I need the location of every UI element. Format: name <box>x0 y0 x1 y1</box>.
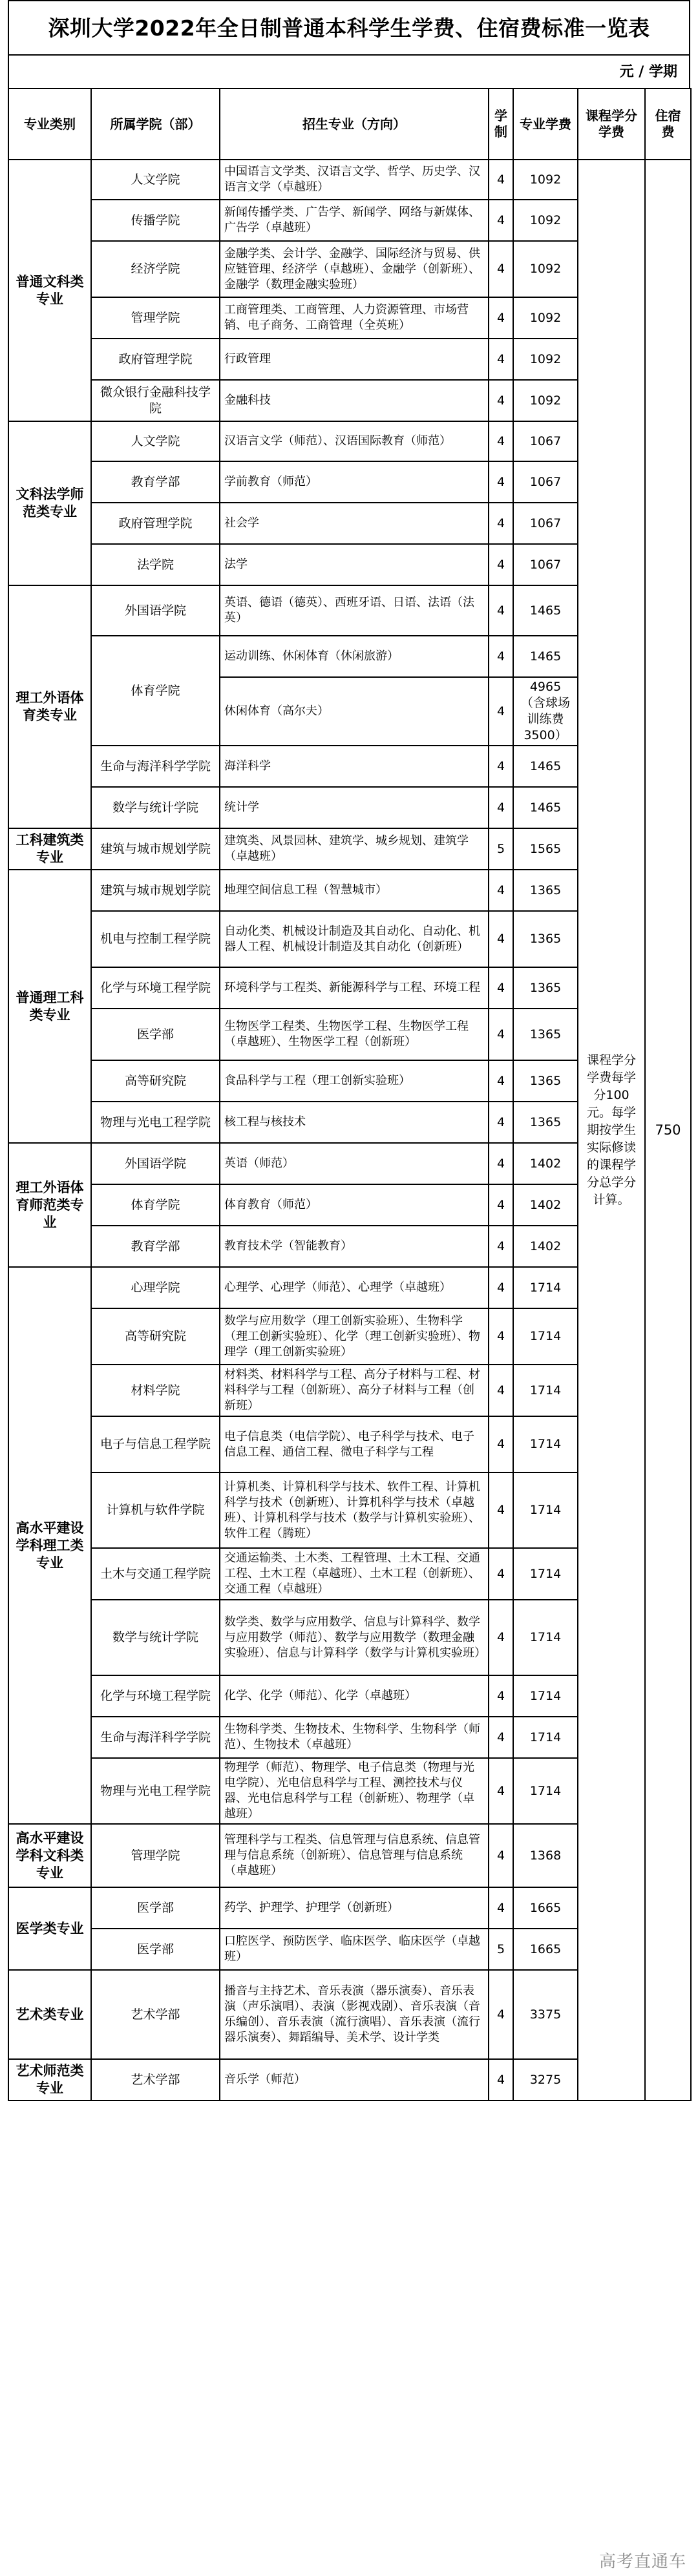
fee-table-body <box>8 160 691 2100</box>
years-cell: 5 <box>489 828 513 870</box>
watermark: 高考直通车 <box>598 2552 686 2571</box>
years-cell: 4 <box>489 585 513 636</box>
college-cell: 材料学院 <box>91 1365 220 1416</box>
tuition-cell: 1365 <box>513 1102 578 1143</box>
college-cell: 计算机与软件学院 <box>91 1472 220 1548</box>
major-cell: 播音与主持艺术、音乐表演（器乐演奏）、音乐表演（声乐演唱）、表演（影视戏剧）、音乐表演（音乐编创）、音乐表演（流行演唱）、音乐表演（流行器乐演奏）、舞蹈编导、美术学、设计学类 <box>220 1970 489 2059</box>
tuition-cell: 1092 <box>513 160 578 200</box>
major-cell: 英语（师范） <box>220 1143 489 1184</box>
tuition-cell: 1067 <box>513 503 578 544</box>
header-category: 专业类别 <box>8 89 91 160</box>
category-cell: 普通文科类专业 <box>8 160 91 421</box>
dorm-fee-value: 750 <box>645 160 691 2100</box>
page-title: 深圳大学2022年全日制普通本科学生学费、住宿费标准一览表 <box>8 0 690 54</box>
fee-table <box>8 88 692 2101</box>
years-cell: 4 <box>489 1226 513 1267</box>
tuition-cell: 1365 <box>513 911 578 967</box>
tuition-cell: 1067 <box>513 544 578 585</box>
major-cell: 数学与应用数学（理工创新实验班）、生物科学（理工创新实验班）、化学（理工创新实验班）、物理学（理工创新实验班） <box>220 1308 489 1365</box>
tuition-cell: 1092 <box>513 200 578 241</box>
years-cell: 4 <box>489 1472 513 1548</box>
major-cell: 体育教育（师范） <box>220 1184 489 1226</box>
header-major: 招生专业（方向） <box>220 89 489 160</box>
tuition-cell: 1465 <box>513 787 578 828</box>
tuition-cell: 4965（含球场训练费3500） <box>513 677 578 746</box>
tuition-cell: 1402 <box>513 1226 578 1267</box>
college-cell: 心理学院 <box>91 1267 220 1308</box>
tuition-cell: 1365 <box>513 1060 578 1102</box>
tuition-cell: 1714 <box>513 1267 578 1308</box>
tuition-cell: 1365 <box>513 1009 578 1060</box>
major-cell: 社会学 <box>220 503 489 544</box>
tuition-cell: 1565 <box>513 828 578 870</box>
major-cell: 音乐学（师范） <box>220 2059 489 2100</box>
major-cell: 生物科学类、生物技术、生物科学、生物科学（师范）、生物技术（卓越班） <box>220 1717 489 1758</box>
tuition-cell: 1402 <box>513 1143 578 1184</box>
college-cell: 数学与统计学院 <box>91 1600 220 1675</box>
years-cell: 4 <box>489 380 513 421</box>
college-cell: 机电与控制工程学院 <box>91 911 220 967</box>
college-cell: 电子与信息工程学院 <box>91 1416 220 1472</box>
college-cell: 数学与统计学院 <box>91 787 220 828</box>
college-cell: 教育学部 <box>91 1226 220 1267</box>
tuition-cell: 1092 <box>513 241 578 297</box>
college-cell: 政府管理学院 <box>91 503 220 544</box>
tuition-cell: 1092 <box>513 339 578 380</box>
college-cell: 医学部 <box>91 1009 220 1060</box>
tuition-cell: 1714 <box>513 1717 578 1758</box>
college-cell: 化学与环境工程学院 <box>91 967 220 1009</box>
header-years: 学制 <box>489 89 513 160</box>
major-cell: 化学、化学（师范）、化学（卓越班） <box>220 1675 489 1717</box>
college-cell: 艺术学部 <box>91 2059 220 2100</box>
tuition-cell: 1067 <box>513 461 578 503</box>
years-cell: 4 <box>489 1887 513 1929</box>
college-cell: 体育学院 <box>91 636 220 746</box>
years-cell: 4 <box>489 160 513 200</box>
major-cell: 地理空间信息工程（智慧城市） <box>220 870 489 911</box>
category-cell: 文科法学师范类专业 <box>8 421 91 585</box>
major-cell: 汉语言文学（师范）、汉语国际教育（师范） <box>220 421 489 461</box>
years-cell: 4 <box>489 1267 513 1308</box>
major-cell: 英语、德语（德英）、西班牙语、日语、法语（法英） <box>220 585 489 636</box>
years-cell: 4 <box>489 200 513 241</box>
tuition-cell: 1714 <box>513 1308 578 1365</box>
major-cell: 物理学（师范）、物理学、电子信息类（物理与光电学院）、光电信息科学与工程、测控技术与仪器、光电信息科学与工程（创新班）、物理学（卓越班） <box>220 1758 489 1824</box>
college-cell: 物理与光电工程学院 <box>91 1102 220 1143</box>
major-cell: 运动训练、休闲体育（休闲旅游） <box>220 636 489 677</box>
tuition-cell: 1365 <box>513 967 578 1009</box>
category-cell: 医学类专业 <box>8 1887 91 1970</box>
major-cell: 行政管理 <box>220 339 489 380</box>
category-cell: 高水平建设学科理工类专业 <box>8 1267 91 1824</box>
college-cell: 人文学院 <box>91 421 220 461</box>
college-cell: 物理与光电工程学院 <box>91 1758 220 1824</box>
major-cell: 休闲体育（高尔夫） <box>220 677 489 746</box>
major-cell: 生物医学工程类、生物医学工程、生物医学工程（卓越班）、生物医学工程（创新班） <box>220 1009 489 1060</box>
major-cell: 数学类、数学与应用数学、信息与计算科学、数学与应用数学（师范）、数学与应用数学（数理金融实验班）、信息与计算科学（数学与计算机实验班） <box>220 1600 489 1675</box>
years-cell: 4 <box>489 1308 513 1365</box>
tuition-cell: 1092 <box>513 380 578 421</box>
years-cell: 4 <box>489 1717 513 1758</box>
tuition-cell: 3375 <box>513 1970 578 2059</box>
years-cell: 5 <box>489 1929 513 1970</box>
college-cell: 化学与环境工程学院 <box>91 1675 220 1717</box>
college-cell: 医学部 <box>91 1929 220 1970</box>
years-cell: 4 <box>489 967 513 1009</box>
tuition-cell: 1714 <box>513 1600 578 1675</box>
tuition-cell: 1714 <box>513 1416 578 1472</box>
major-cell: 中国语言文学类、汉语言文学、哲学、历史学、汉语言文学（卓越班） <box>220 160 489 200</box>
years-cell: 4 <box>489 503 513 544</box>
tuition-cell: 1465 <box>513 585 578 636</box>
years-cell: 4 <box>489 1548 513 1600</box>
tuition-cell: 1714 <box>513 1365 578 1416</box>
years-cell: 4 <box>489 241 513 297</box>
major-cell: 环境科学与工程类、新能源科学与工程、环境工程 <box>220 967 489 1009</box>
college-cell: 政府管理学院 <box>91 339 220 380</box>
college-cell: 体育学院 <box>91 1184 220 1226</box>
category-cell: 理工外语体育师范类专业 <box>8 1143 91 1267</box>
college-cell: 外国语学院 <box>91 585 220 636</box>
years-cell: 4 <box>489 1824 513 1887</box>
header-tuition: 专业学费 <box>513 89 578 160</box>
tuition-cell: 1465 <box>513 636 578 677</box>
years-cell: 4 <box>489 1009 513 1060</box>
tuition-cell: 1714 <box>513 1548 578 1600</box>
years-cell: 4 <box>489 1600 513 1675</box>
category-cell: 艺术类专业 <box>8 1970 91 2059</box>
major-cell: 心理学、心理学（师范）、心理学（卓越班） <box>220 1267 489 1308</box>
major-cell: 交通运输类、土木类、工程管理、土木工程、交通工程、土木工程（卓越班）、土木工程（创新班）、交通工程（卓越班） <box>220 1548 489 1600</box>
category-cell: 艺术师范类专业 <box>8 2059 91 2100</box>
years-cell: 4 <box>489 1416 513 1472</box>
years-cell: 4 <box>489 339 513 380</box>
major-cell: 海洋科学 <box>220 746 489 787</box>
major-cell: 工商管理类、工商管理、人力资源管理、市场营销、电子商务、工商管理（全英班） <box>220 297 489 339</box>
major-cell: 材料类、材料科学与工程、高分子材料与工程、材料科学与工程（创新班）、高分子材料与工程（创新班） <box>220 1365 489 1416</box>
years-cell: 4 <box>489 1060 513 1102</box>
major-cell: 统计学 <box>220 787 489 828</box>
college-cell: 生命与海洋科学学院 <box>91 746 220 787</box>
fee-sheet <box>8 0 690 2101</box>
years-cell: 4 <box>489 2059 513 2100</box>
college-cell: 法学院 <box>91 544 220 585</box>
major-cell: 核工程与核技术 <box>220 1102 489 1143</box>
years-cell: 4 <box>489 787 513 828</box>
tuition-cell: 3275 <box>513 2059 578 2100</box>
college-cell: 艺术学部 <box>91 1970 220 2059</box>
college-cell: 建筑与城市规划学院 <box>91 828 220 870</box>
header-college: 所属学院（部） <box>91 89 220 160</box>
header-dorm-fee: 住宿费 <box>645 89 691 160</box>
years-cell: 4 <box>489 544 513 585</box>
college-cell: 教育学部 <box>91 461 220 503</box>
years-cell: 4 <box>489 1143 513 1184</box>
years-cell: 4 <box>489 461 513 503</box>
years-cell: 4 <box>489 1675 513 1717</box>
tuition-cell: 1665 <box>513 1929 578 1970</box>
college-cell: 建筑与城市规划学院 <box>91 870 220 911</box>
major-cell: 计算机类、计算机科学与技术、软件工程、计算机科学与技术（创新班）、计算机科学与技术（卓越班）、计算机科学与技术（数学与计算机实验班）、软件工程（腾班） <box>220 1472 489 1548</box>
years-cell: 4 <box>489 636 513 677</box>
major-cell: 教育技术学（智能教育） <box>220 1226 489 1267</box>
major-cell: 管理科学与工程类、信息管理与信息系统、信息管理与信息系统（创新班）、信息管理与信息系统（卓越班） <box>220 1824 489 1887</box>
college-cell: 人文学院 <box>91 160 220 200</box>
category-cell: 工科建筑类专业 <box>8 828 91 870</box>
tuition-cell: 1714 <box>513 1758 578 1824</box>
header-credit-fee: 课程学分学费 <box>578 89 645 160</box>
major-cell: 口腔医学、预防医学、临床医学、临床医学（卓越班） <box>220 1929 489 1970</box>
tuition-cell: 1402 <box>513 1184 578 1226</box>
years-cell: 4 <box>489 677 513 746</box>
table-row <box>8 160 691 200</box>
college-cell: 高等研究院 <box>91 1308 220 1365</box>
major-cell: 金融学类、会计学、金融学、国际经济与贸易、供应链管理、经济学（卓越班）、金融学（创新班）、金融学（数理金融实验班） <box>220 241 489 297</box>
years-cell: 4 <box>489 1970 513 2059</box>
unit-label: 元 / 学期 <box>8 54 690 88</box>
college-cell: 土木与交通工程学院 <box>91 1548 220 1600</box>
tuition-cell: 1465 <box>513 746 578 787</box>
tuition-cell: 1368 <box>513 1824 578 1887</box>
years-cell: 4 <box>489 1365 513 1416</box>
college-cell: 生命与海洋科学学院 <box>91 1717 220 1758</box>
years-cell: 4 <box>489 1758 513 1824</box>
major-cell: 学前教育（师范） <box>220 461 489 503</box>
major-cell: 建筑类、风景园林、建筑学、城乡规划、建筑学（卓越班） <box>220 828 489 870</box>
years-cell: 4 <box>489 421 513 461</box>
years-cell: 4 <box>489 911 513 967</box>
tuition-cell: 1665 <box>513 1887 578 1929</box>
category-cell: 普通理工科类专业 <box>8 870 91 1143</box>
tuition-cell: 1067 <box>513 421 578 461</box>
years-cell: 4 <box>489 746 513 787</box>
tuition-cell: 1714 <box>513 1675 578 1717</box>
college-cell: 微众银行金融科技学院 <box>91 380 220 421</box>
major-cell: 食品科学与工程（理工创新实验班） <box>220 1060 489 1102</box>
major-cell: 法学 <box>220 544 489 585</box>
category-cell: 高水平建设学科文科类专业 <box>8 1824 91 1887</box>
major-cell: 金融科技 <box>220 380 489 421</box>
college-cell: 管理学院 <box>91 1824 220 1887</box>
college-cell: 管理学院 <box>91 297 220 339</box>
years-cell: 4 <box>489 870 513 911</box>
category-cell: 理工外语体育类专业 <box>8 585 91 828</box>
years-cell: 4 <box>489 1102 513 1143</box>
header-row <box>8 89 691 160</box>
tuition-cell: 1714 <box>513 1472 578 1548</box>
tuition-cell: 1092 <box>513 297 578 339</box>
credit-fee-note: 课程学分学费每学分100元。每学期按学生实际修读的课程学分总学分计算。 <box>578 160 645 2100</box>
college-cell: 医学部 <box>91 1887 220 1929</box>
college-cell: 经济学院 <box>91 241 220 297</box>
major-cell: 药学、护理学、护理学（创新班） <box>220 1887 489 1929</box>
major-cell: 电子信息类（电信学院）、电子科学与技术、电子信息工程、通信工程、微电子科学与工程 <box>220 1416 489 1472</box>
college-cell: 外国语学院 <box>91 1143 220 1184</box>
college-cell: 高等研究院 <box>91 1060 220 1102</box>
years-cell: 4 <box>489 1184 513 1226</box>
major-cell: 新闻传播学类、广告学、新闻学、网络与新媒体、广告学（卓越班） <box>220 200 489 241</box>
college-cell: 传播学院 <box>91 200 220 241</box>
tuition-cell: 1365 <box>513 870 578 911</box>
years-cell: 4 <box>489 297 513 339</box>
major-cell: 自动化类、机械设计制造及其自动化、自动化、机器人工程、机械设计制造及其自动化（创新班） <box>220 911 489 967</box>
